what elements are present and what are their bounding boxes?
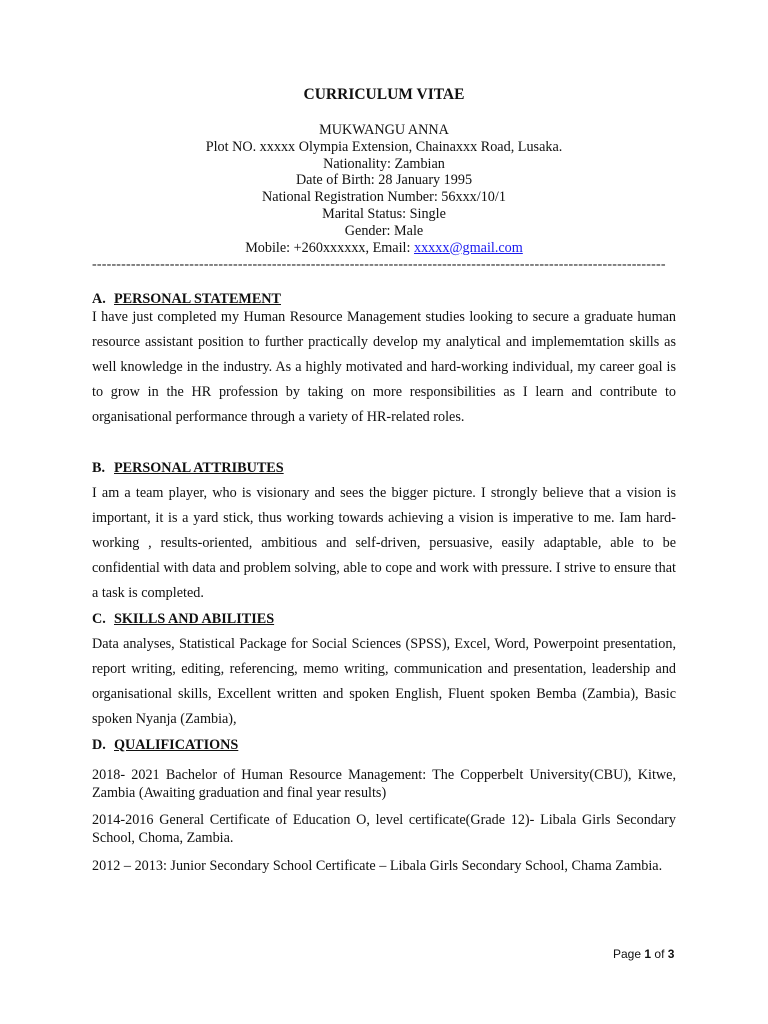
section-heading-skills: [92, 611, 274, 628]
email-link[interactable]: xxxxx@gmail.com: [413, 239, 523, 256]
contact-header: [92, 122, 676, 256]
section-letter: C.: [92, 611, 106, 627]
contact-line: [92, 240, 676, 257]
section-letter: D.: [92, 737, 106, 753]
qualification-item: 2018- 2021 Bachelor of Human Resource Management: The Copperbelt University(CBU), Kitwe, Zambia (Awaiting graduation and final year results): [92, 767, 676, 801]
section-label: SKILLS AND ABILITIES: [114, 611, 275, 627]
applicant-name: MUKWANGU ANNA: [319, 122, 449, 138]
skills-text: Data analyses, Statistical Package for Social Sciences (SPSS), Excel, Word, Powerpoint presentation, report writing, editing, referencing, memo writing, communication and presentation, leadership and organisational skills, Excellent written and spoken English, Fluent spoken Bemba (Zambia), Basic spoken Nyanja (Zambia),: [92, 636, 676, 727]
personal-statement-text: I have just completed my Human Resource Management studies looking to secure a graduate human resource assistant position to further practically develop my analytical and implememtation skills as well knowledge in the industry. As a highly motivated and hard-working individual, my career goal is to grow in the HR profession by taking on more responsibilities as I learn and contribute to organisational performance through a variety of HR-related roles.: [92, 309, 676, 425]
page-word: Page: [613, 947, 642, 961]
page-number: [613, 947, 674, 961]
marital-status-line: Marital Status: Single: [322, 205, 446, 222]
personal-attributes-text: I am a team player, who is visionary and sees the bigger picture. I strongly believe that a vision is important, it is a yard stick, thus working towards achieving a vision is imperative to me. Iam hard-working , results-oriented, ambitious and self-driven, persuasive, easily adaptable, able to be confidential with data and problem solving, able to cope and work with pressure. I strive to ensure that a task is completed.: [92, 485, 676, 601]
section-heading-qualifications: [92, 737, 238, 754]
nationality-line: Nationality: Zambian: [323, 155, 445, 172]
contact-prefix: Mobile: +260xxxxxx, Email:: [245, 239, 414, 256]
section-label: QUALIFICATIONS: [114, 737, 239, 753]
address-line: Plot NO. xxxxx Olympia Extension, Chainaxxx Road, Lusaka.: [205, 138, 563, 155]
divider-line: ----------------------------------------------------------------------------------------------------------------------: [92, 257, 666, 272]
dob-line: Date of Birth: 28 January 1995: [295, 172, 473, 189]
current-page: 1: [644, 947, 652, 961]
document-title: CURRICULUM VITAE: [303, 86, 465, 103]
section-heading-personal-attributes: [92, 460, 284, 477]
qualification-item: 2012 – 2013: Junior Secondary School Certificate – Libala Girls Secondary School, Chama Zambia.: [92, 858, 663, 874]
total-pages: 3: [667, 947, 675, 961]
section-letter: B.: [92, 460, 106, 476]
section-label: PERSONAL ATTRIBUTES: [114, 460, 284, 476]
qualification-item: 2014-2016 General Certificate of Education O, level certificate(Grade 12)- Libala Girls Secondary School, Choma, Zambia.: [92, 812, 676, 846]
gender-line: Gender: Male: [344, 222, 424, 239]
section-label: PERSONAL STATEMENT: [114, 291, 281, 307]
of-word: of: [654, 947, 665, 961]
section-letter: A.: [92, 291, 106, 307]
nrc-line: National Registration Number: 56xxx/10/1: [262, 189, 506, 206]
